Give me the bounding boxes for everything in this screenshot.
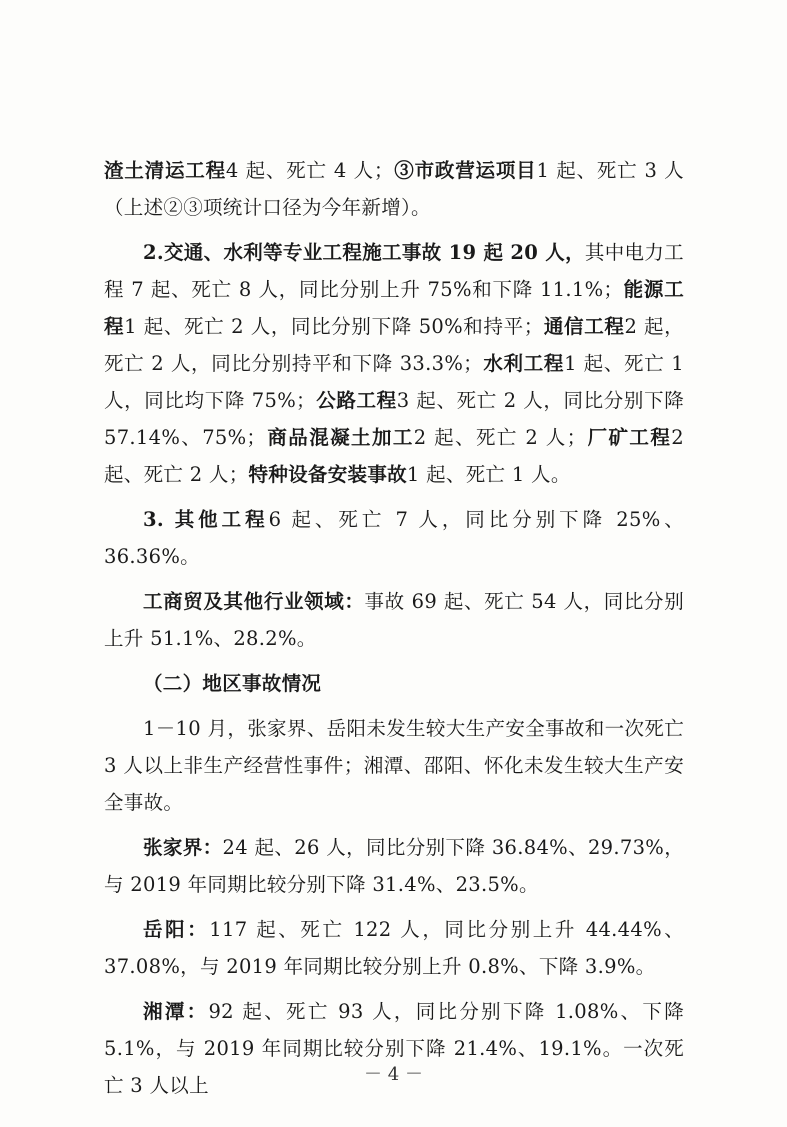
bold-text-run: 2.交通、水利等专业工程施工事故 19 起 20 人， <box>143 241 585 264</box>
bold-text-run: 厂矿工程 <box>586 426 672 449</box>
text-run: 4 起、死亡 4 人； <box>225 159 394 182</box>
bold-text-run: 张家界： <box>143 836 223 859</box>
text-run: 1 起、死亡 3 人（上述②③项统计口径为今年新增）。 <box>104 159 684 219</box>
bold-text-run: 特种设备安装事故 <box>248 463 407 486</box>
text-run: 24 起、26 人，同比分别下降 36.84%、29.73%，与 2019 年同期比较分别下降 31.4%、23.5%。 <box>104 836 684 896</box>
bold-text-run: 水利工程 <box>482 352 565 375</box>
text-run: 92 起、死亡 93 人，同比分别下降 1.08%、下降 5.1%，与 2019 年同期比较分别下降 21.4%、19.1%。一次死亡 3 人以上 <box>104 1000 684 1097</box>
text-run: 1 起、死亡 1 人。 <box>406 463 571 486</box>
bold-text-run: 3. 其他工程 <box>143 508 269 531</box>
bold-text-run: 工商贸及其他行业领域： <box>143 590 365 613</box>
text-run: 1 起、死亡 2 人，同比分别下降 50%和持平； <box>124 315 544 338</box>
bold-text-run: ③市政营运项目 <box>393 159 537 182</box>
paragraph <box>104 152 684 226</box>
page-number: － 4 － <box>364 1064 423 1085</box>
paragraph <box>104 829 684 903</box>
bold-text-run: 岳阳： <box>143 918 210 941</box>
paragraph <box>104 583 684 657</box>
paragraph <box>104 993 684 1104</box>
text-run: 1－10 月，张家界、岳阳未发生较大生产安全事故和一次死亡 3 人以上非生产经营性事件；湘潭、邵阳、怀化未发生较大生产安全事故。 <box>104 717 684 814</box>
text-run: 117 起、死亡 122 人，同比分别上升 44.44%、37.08%，与 2019 年同期比较分别上升 0.8%、下降 3.9%。 <box>104 918 684 978</box>
text-run: 3 起、死亡 2 人，同比分别下降 57.14%、75%； <box>104 389 685 449</box>
text-run: 2 起，死亡 2 人，同比分别持平和下降 33.3%； <box>104 315 684 375</box>
bold-text-run: （二）地区事故情况 <box>143 672 322 695</box>
bold-text-run: 湘潭： <box>143 1000 209 1023</box>
bold-text-run: 公路工程 <box>315 389 397 412</box>
bold-text-run: 通信工程 <box>543 315 625 338</box>
text-run: 其中电力工程 7 起、死亡 8 人，同比分别上升 75%和下降 11.1%； <box>104 241 684 301</box>
paragraph <box>104 911 684 985</box>
text-run: 事故 69 起、死亡 54 人，同比分别上升 51.1%、28.2%。 <box>104 590 684 650</box>
bold-text-run: 能源工程 <box>104 278 684 338</box>
paragraph <box>104 665 684 702</box>
text-run: 6 起、死亡 7 人，同比分别下降 25%、36.36%。 <box>104 508 684 568</box>
body-text <box>104 152 684 1112</box>
paragraph <box>104 501 684 575</box>
text-run: 1 起、死亡 1 人，同比均下降 75%； <box>104 352 684 412</box>
text-run: 2 起、死亡 2 人； <box>413 426 587 449</box>
paragraph <box>104 710 684 821</box>
bold-text-run: 商品混凝土加工 <box>266 426 414 449</box>
bold-text-run: 渣土清运工程 <box>104 159 226 182</box>
text-run: 2 起、死亡 2 人； <box>104 426 684 486</box>
paragraph <box>104 234 684 493</box>
